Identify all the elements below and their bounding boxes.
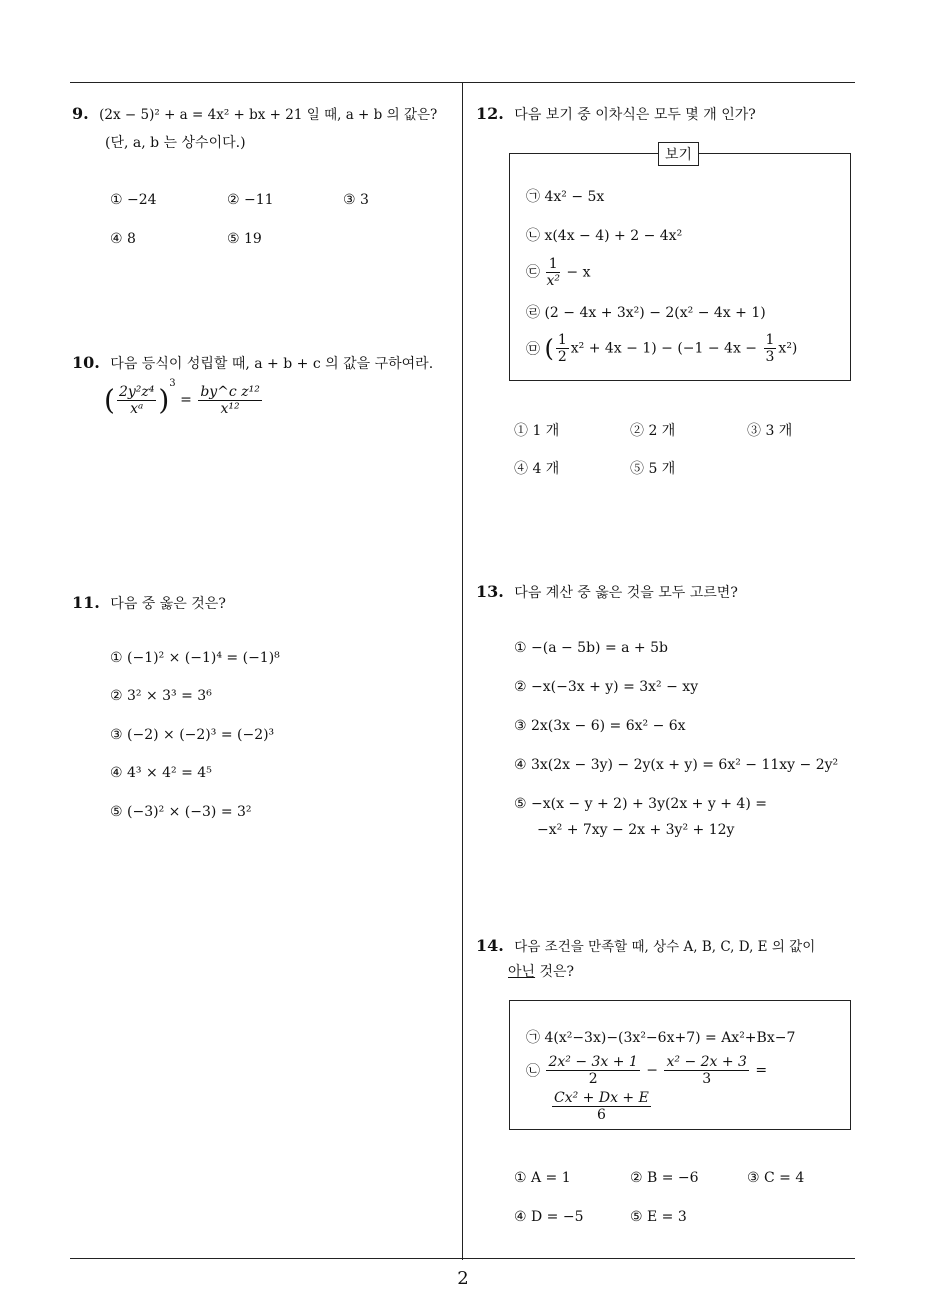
choice-1[interactable]: ① A = 1 [514, 1170, 571, 1186]
choice-3[interactable]: ③ C = 4 [747, 1170, 805, 1186]
question-10 [72, 352, 460, 375]
example-item-b: ㉡ x(4x − 4) + 2 − 4x² [526, 228, 683, 244]
question-number: 10. [72, 353, 100, 372]
choice-4[interactable]: ④ 4 개 [514, 461, 560, 477]
example-item-c: ㉢ $\frac{1}{\text{x²}}$ − x [526, 256, 591, 289]
choice-1[interactable]: ① 1 개 [514, 423, 560, 439]
question-14 [476, 935, 861, 958]
question-text: 다음 보기 중 이차식은 모두 몇 개 인가? [514, 107, 756, 123]
question-number: 14. [476, 936, 504, 955]
question-number: 9. [72, 104, 89, 123]
question-9-condition [105, 132, 246, 154]
exponent: 3 [169, 378, 176, 389]
choice-5[interactable]: ⑤ −x(x − y + 2) + 3y(2x + y + 4) = [514, 796, 767, 812]
question-text: 다음 계산 중 옳은 것을 모두 고르면? [514, 585, 738, 601]
choice-2[interactable]: ② −x(−3x + y) = 3x² − xy [514, 679, 699, 695]
example-box-title: 보기 [658, 142, 699, 166]
choice-1[interactable]: ① (−1)² × (−1)⁴ = (−1)⁸ [110, 650, 280, 666]
question-number: 13. [476, 582, 504, 601]
choice-3[interactable]: ③ 3 개 [747, 423, 793, 439]
question-text: (단, a, b 는 상수이다.) [105, 135, 246, 151]
question-9 [72, 103, 460, 126]
example-item-d: ㉣ (2 − 4x + 3x²) − 2(x² − 4x + 1) [526, 305, 766, 321]
question-text: 다음 조건을 만족할 때, 상수 A, B, C, D, E 의 값이 [514, 939, 816, 955]
condition-a: ㉠ 4(x²−3x)−(3x²−6x+7) = Ax²+Bx−7 [526, 1030, 796, 1046]
page-number: 2 [457, 1268, 469, 1289]
underlined-word: 아닌 [508, 964, 536, 980]
fraction-lhs: $\frac{\text{2y²z⁴}}{\text{xᵃ}}$ [118, 383, 155, 417]
question-14-line2 [508, 961, 574, 983]
column-divider [462, 82, 463, 1260]
condition-b: ㉡ $\frac{\text{2x² − 3x + 1}}{2}$ − $\frac{\text{x² − 2x + 3}}{3}$ = [526, 1054, 768, 1087]
question-text: 다음 중 옳은 것은? [110, 596, 226, 612]
choice-3[interactable]: ③ 3 [343, 192, 369, 208]
example-item-a: ㉠ 4x² − 5x [526, 189, 605, 205]
choice-5[interactable]: ⑤ E = 3 [630, 1209, 687, 1225]
question-number: 11. [72, 593, 100, 612]
choice-2[interactable]: ② −11 [227, 192, 274, 208]
question-12 [476, 103, 856, 126]
equation-10: ( $\frac{\text{2y²z⁴}}{\text{xᵃ}}$ )$^3$ = $\frac{\text{by\textasciicircum{}c z¹²}}{\text{x¹²}}$ [104, 378, 260, 417]
choice-4[interactable]: ④ 8 [110, 231, 136, 247]
choice-2[interactable]: ② B = −6 [630, 1170, 699, 1186]
question-text: (2x − 5)² + a = 4x² + bx + 21 일 때, a + b 의 값은? [99, 107, 438, 123]
choice-1[interactable]: ① −(a − 5b) = a + 5b [514, 640, 668, 656]
question-text: 다음 등식이 성립할 때, a + b + c 의 값을 구하여라. [110, 356, 434, 372]
choice-4[interactable]: ④ 3x(2x − 3y) − 2y(x + y) = 6x² − 11xy − 2y² [514, 757, 839, 773]
choice-5[interactable]: ⑤ (−3)² × (−3) = 3² [110, 804, 252, 820]
choice-5[interactable]: ⑤ 19 [227, 231, 262, 247]
choice-4[interactable]: ④ 4³ × 4² = 4⁵ [110, 765, 212, 781]
condition-b-rhs: $\frac{\text{Cx² + Dx + E}}{6}$ [554, 1090, 649, 1123]
choice-3[interactable]: ③ 2x(3x − 6) = 6x² − 6x [514, 718, 686, 734]
bottom-rule [70, 1258, 855, 1259]
choice-1[interactable]: ① −24 [110, 192, 157, 208]
example-item-e: ㉤ ( $\frac{1}{2}$ x² + 4x − 1) − (−1 − 4x − $\frac{1}{3}$ x²) [526, 332, 798, 365]
choice-2[interactable]: ② 2 개 [630, 423, 676, 439]
choice-3[interactable]: ③ (−2) × (−2)³ = (−2)³ [110, 727, 275, 743]
choice-5[interactable]: ⑤ 5 개 [630, 461, 676, 477]
choice-2[interactable]: ② 3² × 3³ = 3⁶ [110, 688, 212, 704]
choice-4[interactable]: ④ D = −5 [514, 1209, 584, 1225]
question-11 [72, 592, 460, 615]
question-text: 것은? [535, 964, 575, 980]
question-number: 12. [476, 104, 504, 123]
choice-5-continuation: −x² + 7xy − 2x + 3y² + 12y [537, 822, 735, 838]
question-13 [476, 581, 856, 604]
fraction-rhs: $\frac{\text{by\textasciicircum{}c z¹²}}{\text{x¹²}}$ [200, 383, 260, 417]
